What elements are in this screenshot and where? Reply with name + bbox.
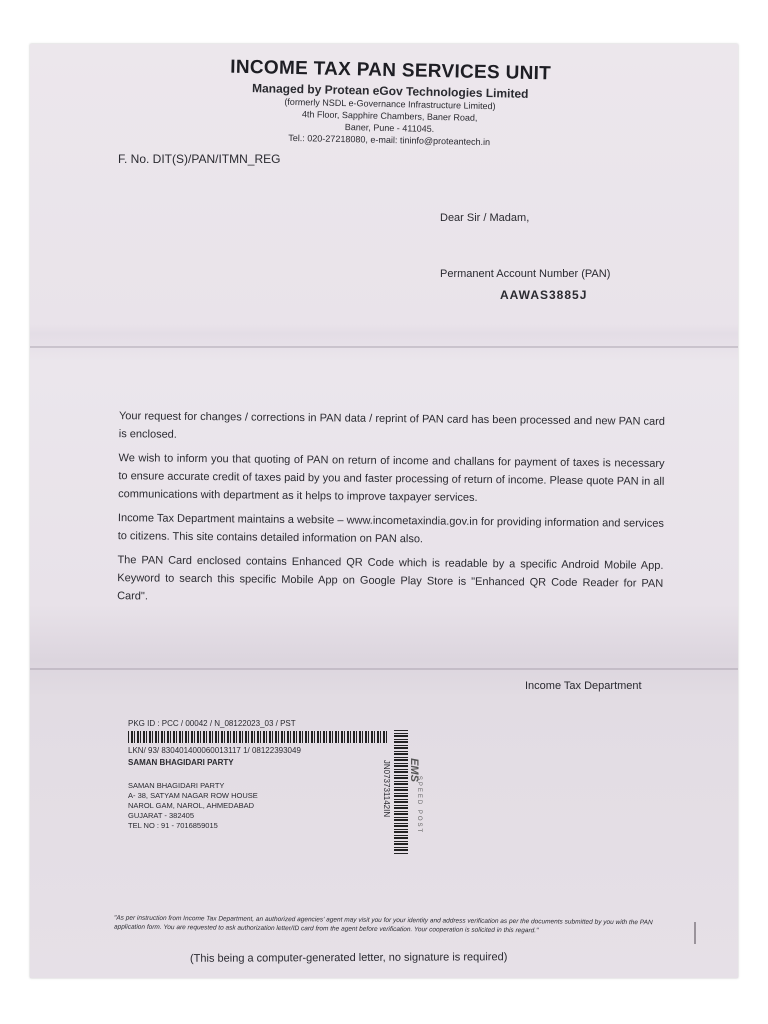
ems-logo: EMS bbox=[407, 758, 420, 782]
address-line: SAMAN BHAGIDARI PARTY bbox=[128, 781, 225, 790]
speed-post-number: JN073731142IN bbox=[382, 759, 392, 818]
letter-sheet bbox=[30, 44, 738, 978]
body-paragraph: Income Tax Department maintains a website – www.incometaxindia.gov.in for providing information and services to citizens. This site contains detailed information on PAN also. bbox=[117, 512, 664, 546]
pan-number: AAWAS3885J bbox=[500, 288, 588, 302]
body-paragraph: The PAN Card enclosed contains Enhanced QR Code which is readable by a specific Android Mobile App. Keyword to search this specific Mobile App on Google Play Store is "Enhanced QR Code Reader for PAN Card". bbox=[117, 554, 664, 603]
signature-line: Income Tax Department bbox=[525, 680, 642, 692]
address-line: GUJARAT - 382405 bbox=[128, 811, 195, 820]
letterhead-formerly: (formerly NSDL e-Governance Infrastructure Limited) bbox=[284, 96, 496, 112]
body-paragraph: We wish to inform you that quoting of PAN on return of income and challans for payment of taxes is necessary to ensure accurate credit of taxes paid by you and faster processing of return of income. Please quote PAN in all communications with department as it helps to improve taxpayer services. bbox=[118, 452, 665, 504]
body-paragraph: Your request for changes / corrections in PAN data / reprint of PAN card has been processed and new PAN card is enclosed. bbox=[118, 410, 666, 441]
address-line: NAROL GAM, NAROL, AHMEDABAD bbox=[128, 801, 254, 810]
letterhead bbox=[179, 56, 601, 151]
letter-body bbox=[117, 407, 665, 617]
fold-line bbox=[30, 346, 738, 348]
tracking-number: LKN/ 93/ 830401400060013117 1/ 08122393049 bbox=[128, 746, 301, 755]
letterhead-address-1: 4th Floor, Sapphire Chambers, Baner Road, bbox=[301, 109, 478, 123]
fold-line bbox=[30, 668, 738, 670]
pan-label: Permanent Account Number (PAN) bbox=[440, 268, 611, 280]
verification-note: "As per instruction from Income Tax Department, an authorized agencies' agent may visit you for your identity and address verification as per the documents submitted by you with the PAN application form. You are requested to ask authorization letter/ID card from the agent before verification. Your cooperation is solicited in this regard." bbox=[113, 914, 653, 935]
pen-mark bbox=[694, 922, 696, 944]
address-line: TEL NO : 91 - 7016859015 bbox=[128, 821, 218, 830]
vertical-barcode bbox=[394, 730, 408, 854]
letterhead-address-2: Baner, Pune - 411045. bbox=[344, 122, 435, 134]
address-line: A- 38, SATYAM NAGAR ROW HOUSE bbox=[128, 791, 258, 800]
recipient-name: SAMAN BHAGIDARI PARTY bbox=[128, 758, 234, 767]
barcode bbox=[128, 731, 388, 743]
letterhead-contact: Tel.: 020-27218080, e-mail: tininfo@proteantech.in bbox=[288, 132, 491, 148]
speed-post-label: SPEED POST bbox=[416, 775, 423, 835]
footer-note: (This being a computer-generated letter, no signature is required) bbox=[189, 951, 508, 965]
letterhead-title: INCOME TAX PAN SERVICES UNIT bbox=[230, 56, 552, 85]
greeting: Dear Sir / Madam, bbox=[440, 212, 530, 224]
letterhead-managed-by: Managed by Protean eGov Technologies Limited bbox=[251, 81, 529, 101]
file-number: F. No. DIT(S)/PAN/ITMN_REG bbox=[118, 152, 281, 166]
package-id: PKG ID : PCC / 00042 / N_08122023_03 / PST bbox=[128, 719, 296, 728]
